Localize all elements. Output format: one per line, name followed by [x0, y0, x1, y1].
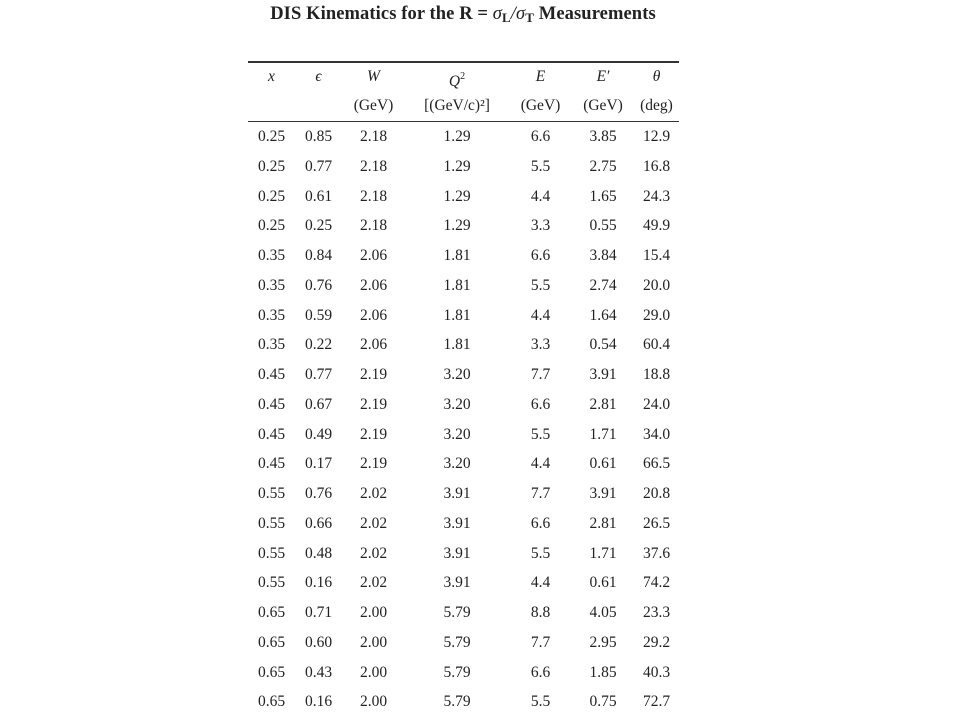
header-x: x [268, 68, 275, 85]
cell-q2: 5.79 [443, 633, 471, 651]
cell-q2: 5.79 [443, 663, 471, 681]
cell-e-prime: 1.71 [589, 425, 617, 443]
cell-theta: 20.0 [642, 276, 671, 294]
cell-q2: 1.29 [443, 128, 471, 145]
cell-theta: 60.4 [642, 336, 671, 354]
cell-e-prime: 1.64 [589, 306, 617, 324]
cell-x: 0.45 [257, 425, 286, 443]
cell-theta: 40.3 [642, 663, 671, 681]
title-sub-l: L [502, 10, 511, 25]
cell-x: 0.65 [257, 663, 286, 681]
title-prefix: DIS Kinematics for the R = [270, 4, 493, 24]
cell-theta: 37.6 [642, 544, 671, 562]
cell-e: 5.5 [530, 544, 551, 562]
cell-theta: 29.0 [642, 306, 671, 324]
cell-theta: 72.7 [642, 693, 671, 711]
title-sigma-t: σ [516, 4, 526, 24]
cell-e: 4.4 [530, 187, 551, 205]
unit-theta: (deg) [640, 97, 673, 114]
table-row [248, 152, 679, 182]
title-ratio [493, 4, 534, 24]
cell-w: 2.02 [359, 514, 388, 532]
table-row [248, 509, 679, 539]
cell-w: 2.06 [359, 306, 388, 324]
cell-w: 2.19 [359, 425, 388, 443]
cell-e-prime: 1.71 [589, 544, 617, 562]
cell-epsilon: 0.59 [304, 306, 333, 324]
cell-q2: 3.91 [443, 485, 471, 502]
cell-theta: 66.5 [642, 455, 671, 473]
table-row [248, 568, 679, 598]
table-row [248, 449, 679, 479]
cell-x: 0.65 [257, 604, 286, 621]
table-row [248, 330, 679, 360]
cell-e-prime: 2.75 [589, 157, 617, 175]
table-row [248, 598, 679, 628]
table-row [248, 479, 679, 509]
title-suffix: Measurements [534, 4, 656, 24]
cell-e: 5.5 [530, 276, 551, 294]
table-row [248, 211, 679, 241]
table-row [248, 539, 679, 569]
cell-e: 6.6 [530, 395, 551, 413]
cell-e: 4.4 [530, 306, 551, 324]
unit-w: (GeV) [353, 97, 394, 114]
cell-epsilon: 0.49 [304, 425, 333, 443]
header-e: E [535, 68, 546, 85]
cell-w: 2.06 [359, 247, 388, 264]
cell-theta: 74.2 [642, 574, 671, 592]
cell-e: 4.4 [530, 574, 551, 592]
cell-w: 2.00 [359, 663, 388, 681]
cell-theta: 18.8 [642, 366, 671, 383]
cell-x: 0.55 [257, 544, 286, 562]
table-row [248, 301, 679, 331]
cell-e-prime: 1.65 [589, 187, 617, 205]
cell-x: 0.55 [257, 485, 286, 502]
cell-q2: 3.20 [443, 366, 471, 383]
header-units-row [248, 91, 679, 121]
cell-w: 2.00 [359, 633, 388, 651]
table-row [248, 182, 679, 212]
cell-epsilon: 0.76 [304, 276, 333, 294]
cell-q2: 3.91 [443, 544, 471, 562]
cell-w: 2.02 [359, 544, 388, 562]
table-row [248, 420, 679, 450]
cell-q2: 3.20 [443, 425, 471, 443]
cell-e-prime: 2.81 [589, 395, 617, 413]
cell-epsilon: 0.77 [304, 366, 333, 383]
header-theta: θ [652, 68, 661, 85]
cell-epsilon: 0.84 [304, 247, 333, 264]
cell-epsilon: 0.16 [304, 574, 333, 592]
cell-epsilon: 0.71 [304, 604, 333, 621]
unit-e: (GeV) [520, 97, 561, 114]
cell-q2: 1.29 [443, 217, 471, 235]
cell-epsilon: 0.66 [304, 514, 333, 532]
cell-epsilon: 0.22 [304, 336, 333, 354]
cell-e: 6.6 [530, 514, 551, 532]
cell-x: 0.45 [257, 395, 286, 413]
cell-w: 2.02 [359, 485, 388, 502]
cell-w: 2.19 [359, 395, 388, 413]
cell-x: 0.55 [257, 514, 286, 532]
cell-e: 7.7 [530, 485, 551, 502]
cell-e-prime: 2.95 [589, 633, 617, 651]
header-q: Q [448, 73, 461, 90]
cell-epsilon: 0.77 [304, 157, 333, 175]
cell-w: 2.18 [359, 128, 388, 145]
cell-epsilon: 0.25 [304, 217, 333, 235]
cell-epsilon: 0.85 [304, 128, 333, 145]
cell-w: 2.18 [359, 187, 388, 205]
cell-e: 5.5 [530, 425, 551, 443]
cell-q2: 1.81 [443, 306, 471, 324]
cell-x: 0.25 [257, 217, 286, 235]
cell-e-prime: 0.61 [589, 574, 617, 592]
cell-w: 2.00 [359, 604, 388, 621]
cell-x: 0.35 [257, 336, 286, 354]
cell-theta: 24.0 [642, 395, 671, 413]
cell-epsilon: 0.67 [304, 395, 333, 413]
table-row [248, 271, 679, 301]
cell-e-prime: 2.81 [589, 514, 617, 532]
cell-q2: 1.81 [443, 247, 471, 264]
unit-q2: [(GeV/c)²] [424, 97, 490, 114]
cell-e-prime: 3.84 [589, 247, 617, 264]
cell-x: 0.35 [257, 247, 286, 264]
table-row [248, 687, 679, 717]
cell-e-prime: 4.05 [589, 604, 617, 621]
cell-e-prime: 0.61 [589, 455, 617, 473]
cell-e: 6.6 [530, 247, 551, 264]
cell-w: 2.06 [359, 276, 388, 294]
cell-e: 3.3 [530, 336, 551, 354]
cell-w: 2.06 [359, 336, 388, 354]
cell-w: 2.19 [359, 455, 388, 473]
cell-q2: 1.81 [443, 336, 471, 354]
cell-e-prime: 0.75 [589, 693, 617, 711]
cell-e-prime: 3.91 [589, 485, 617, 502]
cell-x: 0.55 [257, 574, 286, 592]
cell-theta: 20.8 [642, 485, 671, 502]
cell-q2: 3.91 [443, 514, 471, 532]
cell-x: 0.65 [257, 693, 286, 711]
cell-epsilon: 0.17 [304, 455, 333, 473]
cell-q2: 1.81 [443, 276, 471, 294]
cell-theta: 29.2 [642, 633, 671, 651]
cell-x: 0.45 [257, 366, 286, 383]
cell-w: 2.02 [359, 574, 388, 592]
cell-epsilon: 0.60 [304, 633, 333, 651]
cell-e-prime: 3.91 [589, 366, 617, 383]
unit-e-prime: (GeV) [583, 97, 623, 114]
table-row [248, 658, 679, 688]
cell-e: 5.5 [530, 157, 551, 175]
title-sigma-l: σ [492, 4, 503, 24]
cell-theta: 12.9 [642, 128, 671, 145]
cell-q2: 3.91 [443, 574, 471, 592]
cell-e: 8.8 [530, 604, 551, 621]
cell-w: 2.19 [359, 366, 388, 383]
cell-x: 0.35 [257, 276, 286, 294]
header-e-prime: E′ [596, 68, 610, 85]
cell-theta: 16.8 [642, 157, 671, 175]
cell-x: 0.35 [257, 306, 286, 324]
cell-x: 0.25 [257, 187, 286, 205]
title-slash: / [510, 4, 517, 24]
cell-x: 0.25 [257, 128, 286, 145]
cell-epsilon: 0.61 [304, 187, 333, 205]
header-symbols-row [248, 62, 679, 92]
cell-q2: 1.29 [443, 187, 471, 205]
cell-q2: 5.79 [443, 604, 471, 621]
cell-e: 7.7 [530, 366, 551, 383]
cell-theta: 34.0 [642, 425, 671, 443]
header-epsilon: ϵ [315, 68, 322, 85]
cell-q2: 1.29 [443, 157, 471, 175]
table-title [0, 4, 926, 26]
cell-theta: 23.3 [642, 604, 671, 621]
cell-epsilon: 0.43 [304, 663, 333, 681]
header-w: W [367, 68, 380, 85]
cell-w: 2.00 [359, 693, 388, 711]
table-row [248, 122, 679, 152]
cell-e: 3.3 [530, 217, 551, 235]
table-row [248, 241, 679, 271]
cell-e: 7.7 [530, 633, 551, 651]
table-row [248, 390, 679, 420]
title-sub-t: T [525, 10, 535, 25]
cell-theta: 49.9 [642, 217, 671, 235]
cell-e-prime: 0.54 [589, 336, 617, 354]
cell-x: 0.65 [257, 633, 286, 651]
cell-epsilon: 0.48 [304, 544, 333, 562]
cell-e-prime: 3.85 [589, 128, 617, 145]
cell-e: 4.4 [530, 455, 551, 473]
cell-w: 2.18 [359, 217, 388, 235]
cell-epsilon: 0.16 [304, 693, 333, 711]
cell-q2: 5.79 [443, 693, 471, 711]
table-row [248, 360, 679, 390]
cell-e: 6.6 [530, 128, 551, 145]
cell-w: 2.18 [359, 157, 388, 175]
cell-theta: 24.3 [642, 187, 671, 205]
table-row [248, 628, 679, 658]
cell-x: 0.25 [257, 157, 286, 175]
cell-q2: 3.20 [443, 455, 471, 473]
cell-theta: 15.4 [642, 247, 671, 264]
cell-e-prime: 1.85 [589, 663, 617, 681]
cell-x: 0.45 [257, 455, 286, 473]
cell-e-prime: 2.74 [589, 276, 617, 294]
cell-theta: 26.5 [642, 514, 671, 532]
header-q-sup: 2 [460, 71, 466, 82]
cell-e-prime: 0.55 [589, 217, 617, 235]
cell-e: 6.6 [530, 663, 551, 681]
cell-q2: 3.20 [443, 395, 471, 413]
cell-epsilon: 0.76 [304, 485, 333, 502]
cell-e: 5.5 [530, 693, 551, 711]
